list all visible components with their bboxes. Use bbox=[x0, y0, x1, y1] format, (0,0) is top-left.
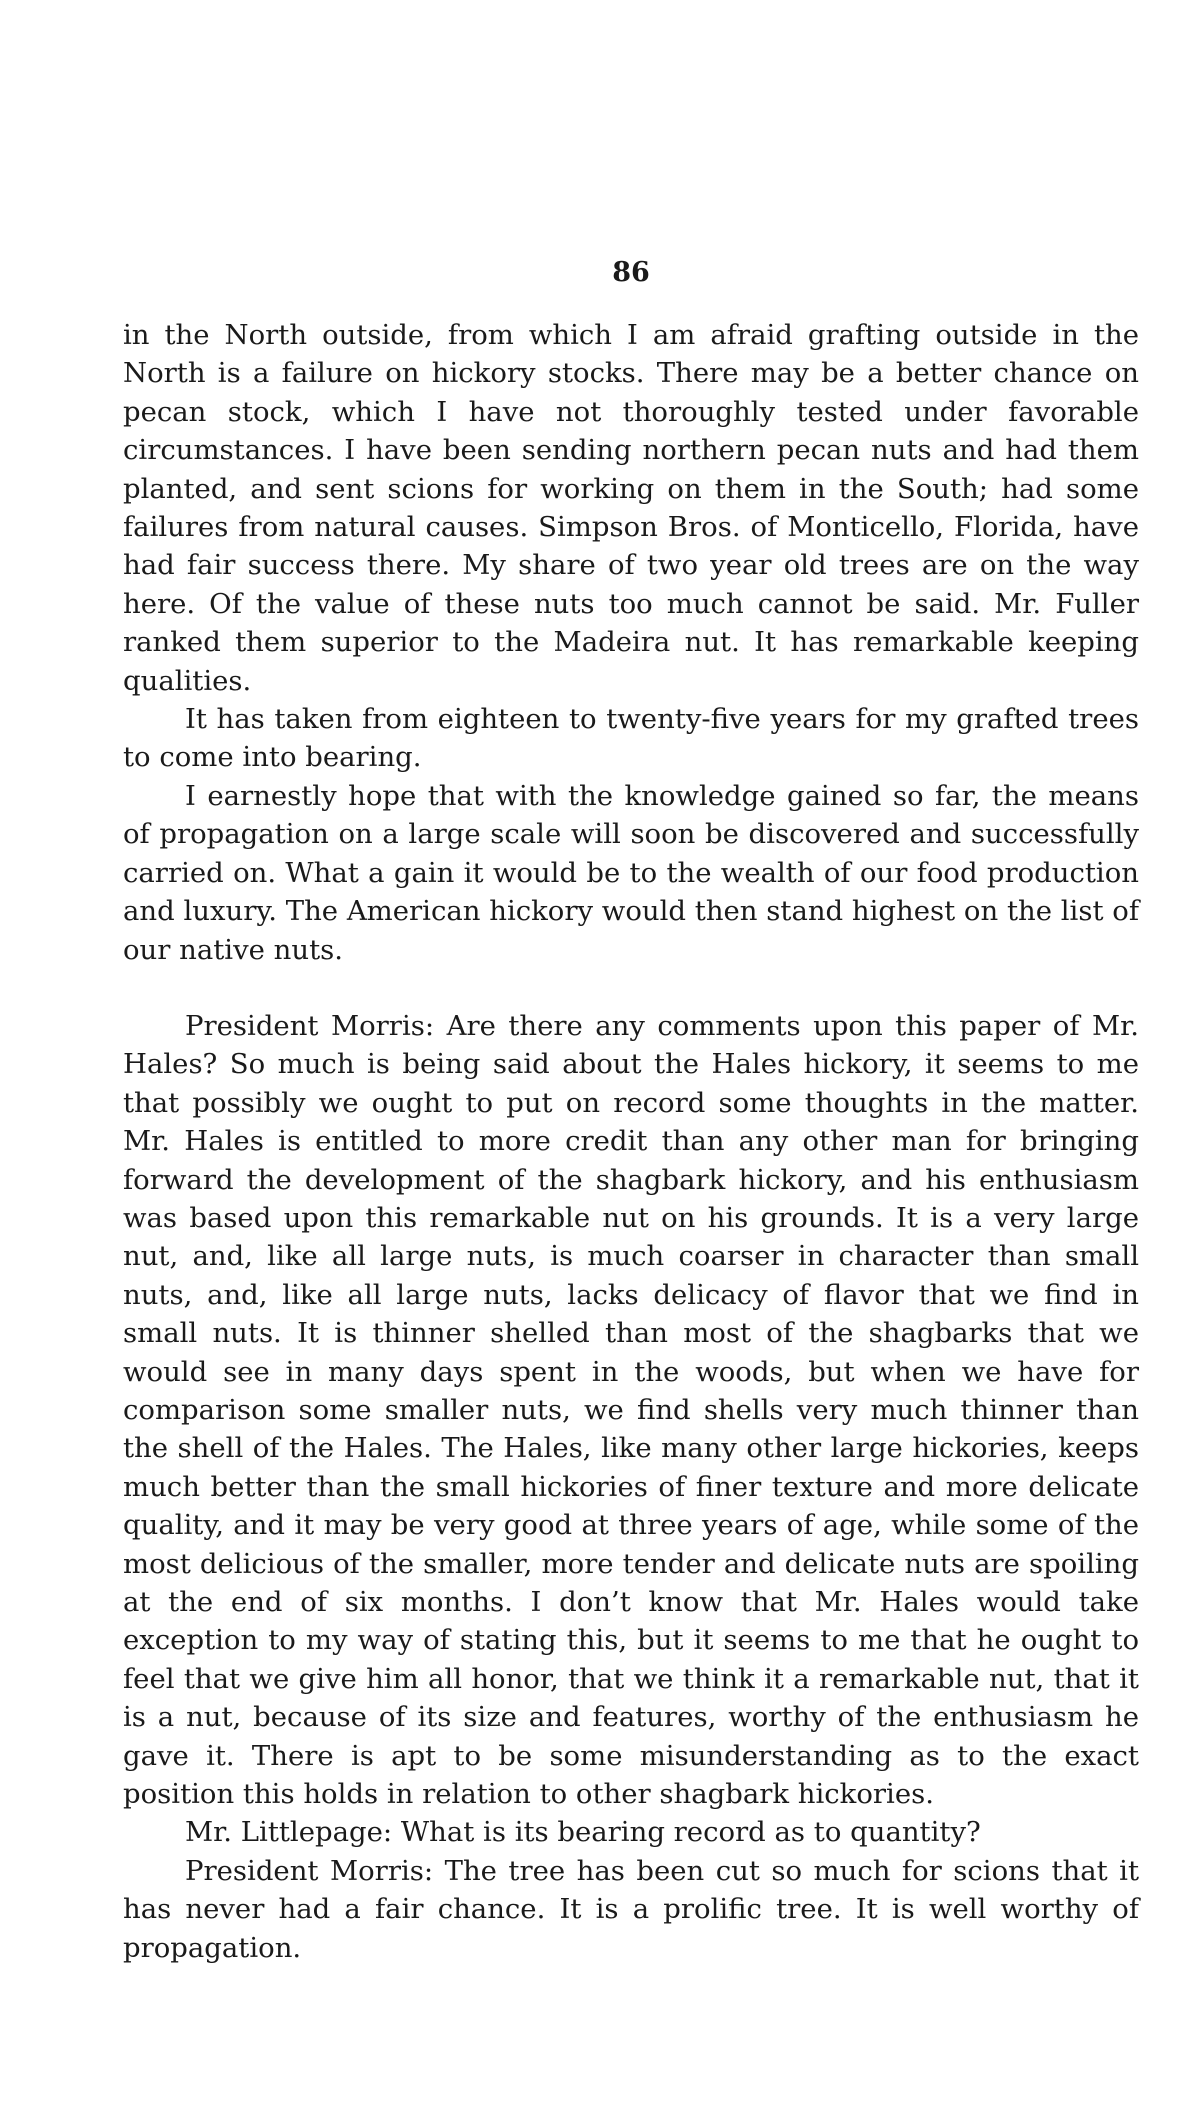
document-page bbox=[123, 0, 1139, 2112]
paragraph-president-morris-comments: President Morris: Are there any comments upon this paper of Mr. Hales? So much is being said about the Hales hickory, it seems to me that possibly we ought to put on record some thoughts in the matter. Mr. Hales is entitled to more credit than any other man for bringing forward the development of the shagbark hickory, and his enthusiasm was based upon this remarkable nut on his grounds. It is a very large nut, and, like all large nuts, is much coarser in character than small nuts, and, like all large nuts, lacks delicacy of flavor that we find in small nuts. It is thinner shelled than most of the shagbarks that we would see in many days spent in the woods, but when we have for comparison some smaller nuts, we find shells very much thinner than the shell of the Hales. The Hales, like many other large hickories, keeps much better than the small hickories of finer texture and more delicate quality, and it may be very good at three years of age, while some of the most delicious of the smaller, more tender and delicate nuts are spoiling at the end of six months. I don’t know that Mr. Hales would take exception to my way of stating this, but it seems to me that he ought to feel that we give him all honor, that we think it a remarkable nut, that it is a nut, because of its size and features, worthy of the enthusiasm he gave it. There is apt to be some misunderstanding as to the exact position this holds in relation to other shagbark hickories. bbox=[123, 1009, 1139, 1811]
paragraph-gap bbox=[123, 969, 1139, 1007]
paragraph-grafting-intro: in the North outside, from which I am afraid grafting outside in the North is a failure on hickory stocks. There may be a better chance on pecan stock, which I have not thoroughly tested under favorable circumstances. I have been sending northern pecan nuts and had them planted, and sent scions for working on them in the South; had some failures from natural causes. Simpson Bros. of Monticello, Florida, have had fair success there. My share of two year old trees are on the way here. Of the value of these nuts too much cannot be said. Mr. Fuller ranked them superior to the Madeira nut. It has remarkable keeping qualities. bbox=[123, 319, 1139, 697]
page-number: 86 bbox=[612, 257, 650, 288]
body-text bbox=[123, 316, 1139, 1967]
paragraph-president-morris-answer: President Morris: The tree has been cut so much for scions that it has never had a fair chance. It is a prolific tree. It is well worthy of propagation. bbox=[123, 1854, 1139, 1964]
paragraph-littlepage-question: Mr. Littlepage: What is its bearing record as to quantity? bbox=[185, 1816, 981, 1849]
paragraph-propagation-hope: I earnestly hope that with the knowledge gained so far, the means of propagation on a large scale will soon be discovered and successfully carried on. What a gain it would be to the wealth of our food production and luxury. The American hickory would then stand highest on the list of our native nuts. bbox=[123, 779, 1139, 966]
paragraph-bearing-years: It has taken from eighteen to twenty-five years for my grafted trees to come into bearing. bbox=[123, 703, 1139, 774]
